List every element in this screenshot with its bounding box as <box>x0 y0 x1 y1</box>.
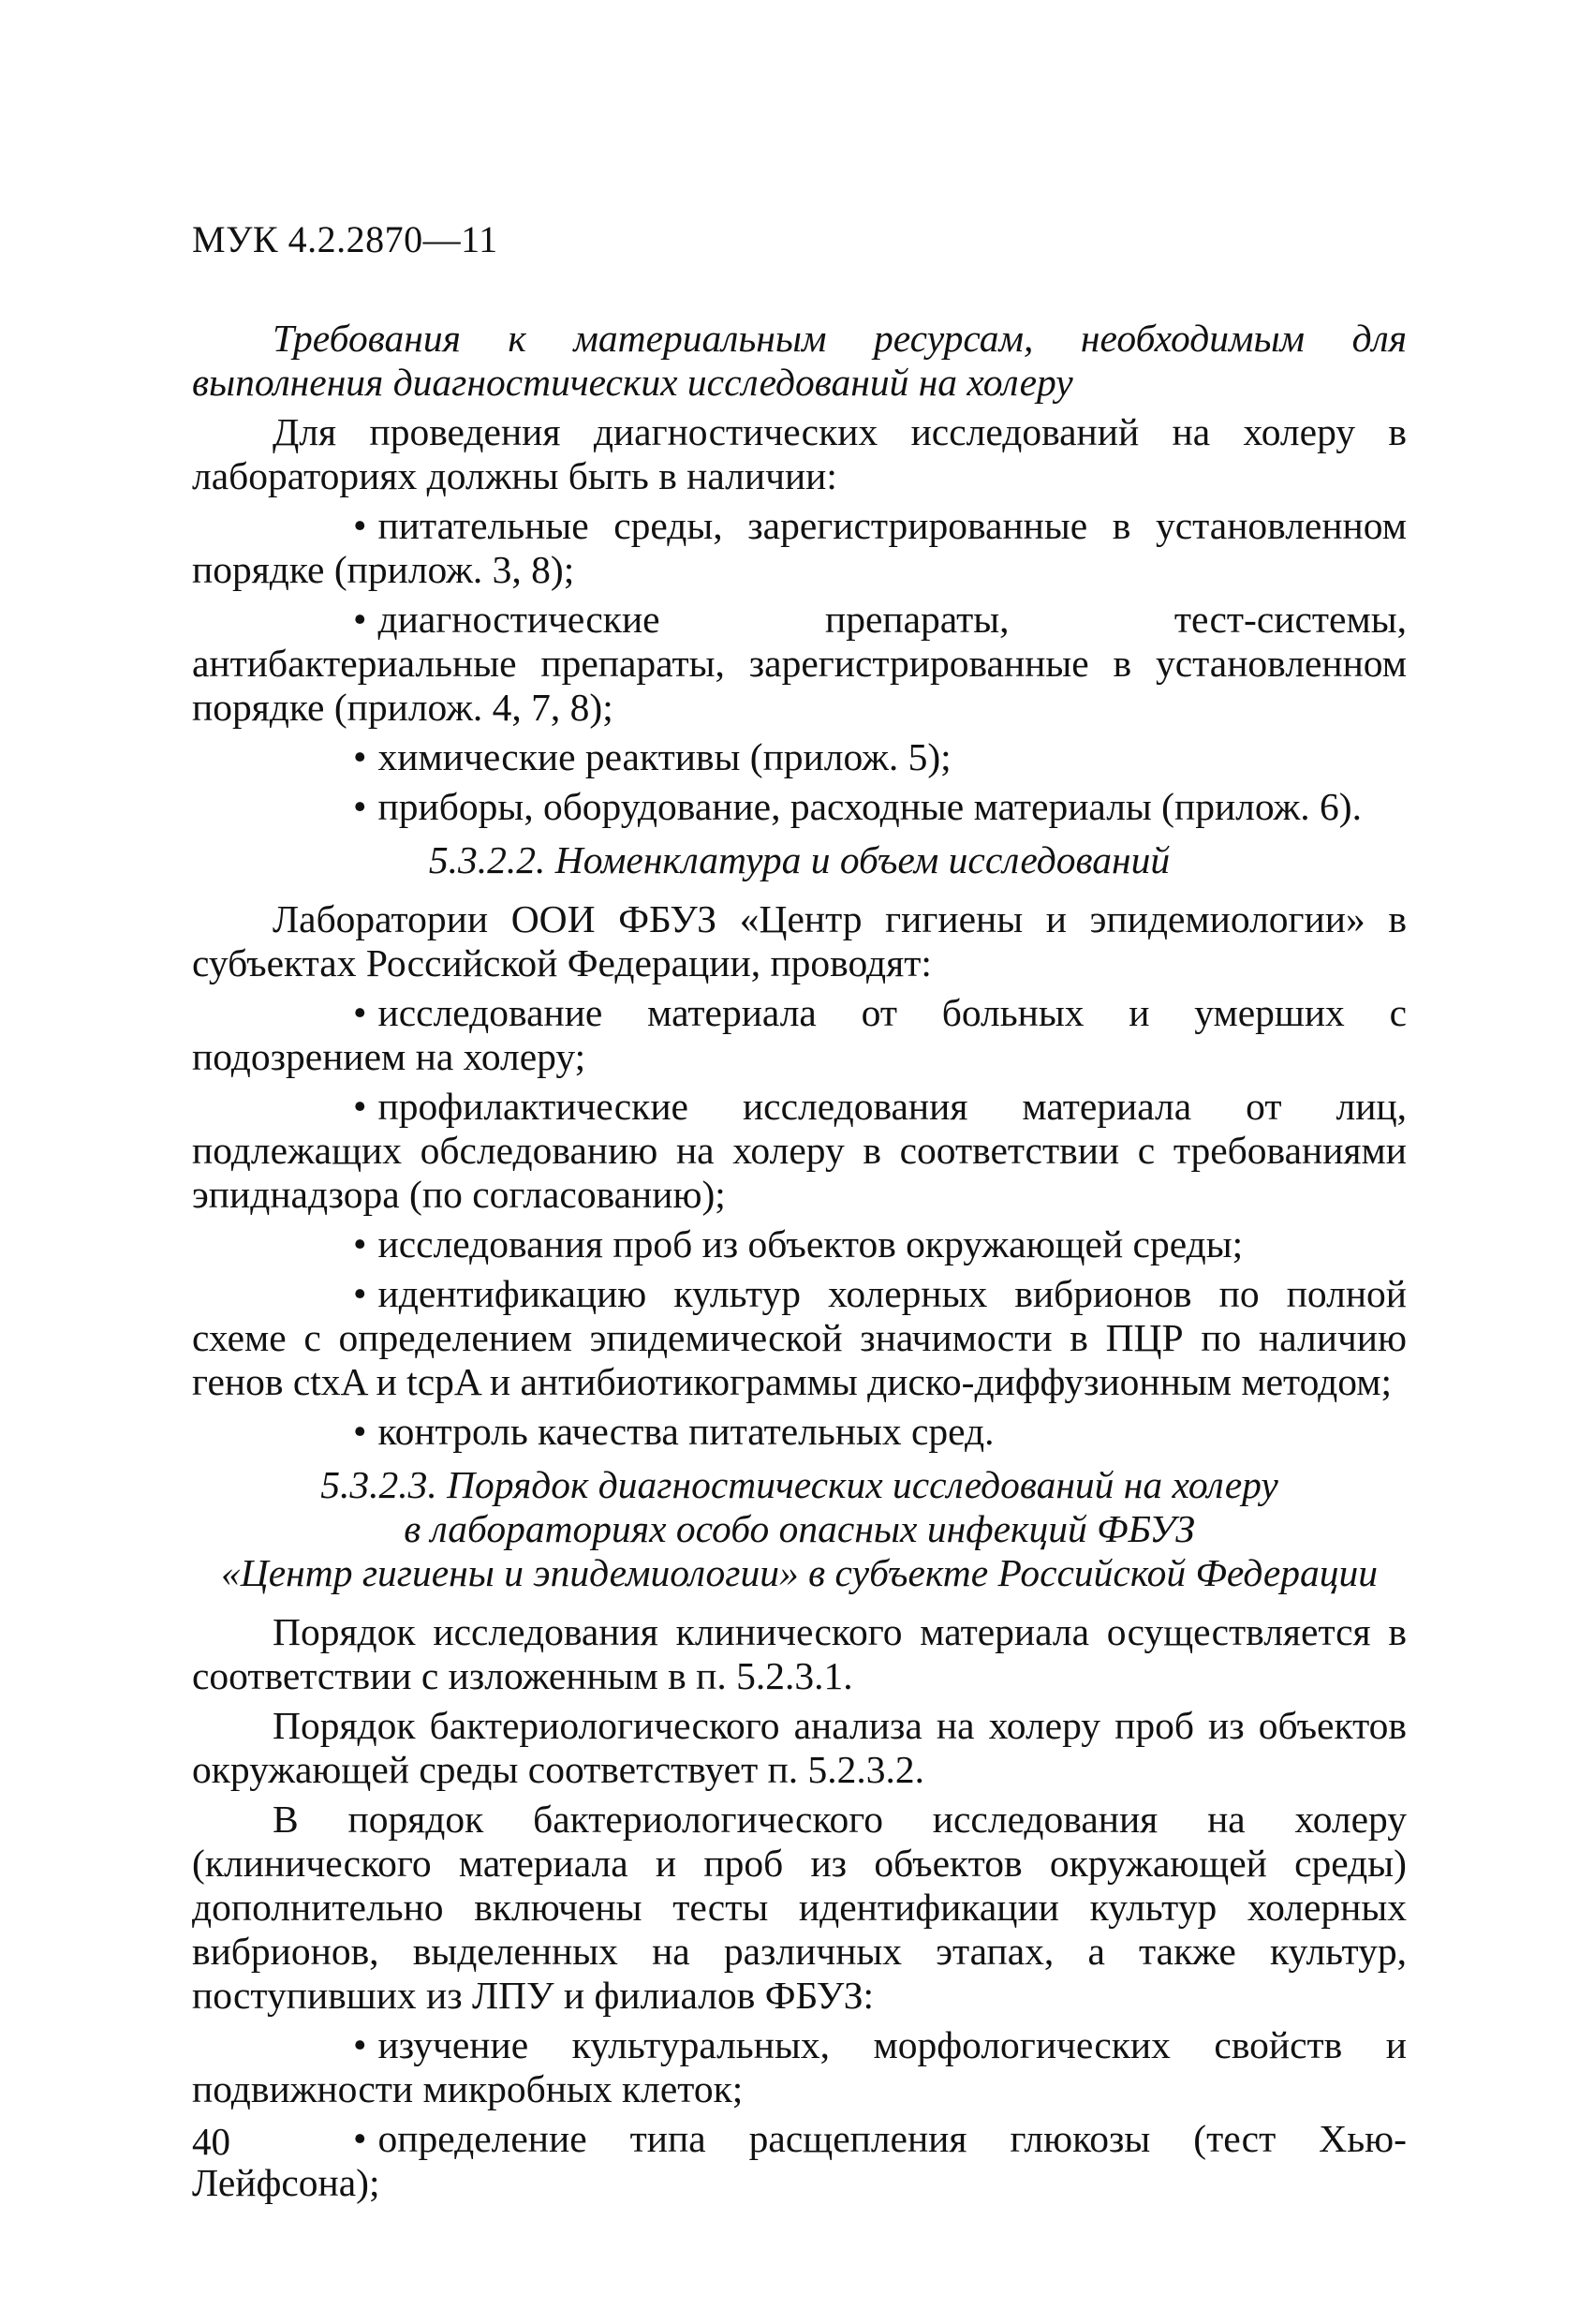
bullet-icon: • <box>353 598 367 641</box>
section-5323-paragraph: Порядок исследования клинического материала осуществляется в соответствии с изложенным в п. 5.2.3.1. <box>192 1610 1407 1697</box>
requirements-intro: Для проведения диагностических исследований на холеру в лабораториях должны быть в наличии: <box>192 410 1407 497</box>
section-heading-line: «Центр гигиены и эпидемиологии» в субъекте Российской Федерации <box>221 1551 1378 1594</box>
bullet-icon: • <box>353 735 367 778</box>
page-number: 40 <box>192 2120 230 2163</box>
section-heading-line: 5.3.2.3. Порядок диагностических исследований на холеру <box>320 1463 1278 1506</box>
section-5323-bullet <box>192 2023 1407 2111</box>
bullet-icon: • <box>353 1085 367 1128</box>
section-5322-bullet <box>192 1222 1407 1266</box>
requirements-bullet <box>192 785 1407 829</box>
bullet-text: идентификацию культур холерных вибрионов по полной схеме с определением эпидемической значимости в ПЦР по наличию генов ctxA и tcpA и антибиотикограммы диско-диффузионным методом; <box>192 1272 1407 1403</box>
section-heading-5322: 5.3.2.2. Номенклатура и объем исследований <box>428 838 1171 881</box>
bullet-text: профилактические исследования материала от лиц, подлежащих обследованию на холеру в соответствии с требованиями эпиднадзора (по согласованию); <box>192 1085 1407 1216</box>
bullet-text: изучение культуральных, морфологических свойств и подвижности микробных клеток; <box>192 2023 1407 2110</box>
bullet-text: диагностические препараты, тест-системы, антибактериальные препараты, зарегистрированные в установленном порядке (прилож. 4, 7, 8); <box>192 598 1407 729</box>
bullet-text: исследование материала от больных и умерших с подозрением на холеру; <box>192 991 1407 1078</box>
requirements-bullet <box>192 735 1407 779</box>
section-heading-line: в лабораториях особо опасных инфекций ФБУЗ <box>404 1507 1195 1550</box>
bullet-icon: • <box>353 2117 367 2160</box>
section-5322-bullet <box>192 1410 1407 1454</box>
running-header: МУК 4.2.2870—11 <box>192 218 498 260</box>
bullet-icon: • <box>353 1272 367 1315</box>
bullet-text: определение типа расщепления глюкозы (тест Хью-Лейфсона); <box>192 2117 1407 2204</box>
requirements-bullet <box>192 504 1407 592</box>
section-5323-paragraph: В порядок бактериологического исследования на холеру (клинического материала и проб из объектов окружающей среды) дополнительно включены тесты идентификации культур холерных вибрионов, выделенных на различных этапах, а также культур, поступивших из ЛПУ и филиалов ФБУЗ: <box>192 1798 1407 2017</box>
bullet-icon: • <box>353 1222 367 1266</box>
bullet-text: приборы, оборудование, расходные материалы (прилож. 6). <box>377 785 1362 828</box>
requirements-bullet <box>192 598 1407 730</box>
section-5322-intro: Лаборатории ООИ ФБУЗ «Центр гигиены и эпидемиологии» в субъектах Российской Федерации, проводят: <box>192 897 1407 984</box>
bullet-text: химические реактивы (прилож. 5); <box>377 735 952 778</box>
section-heading-5323 <box>192 1463 1407 1595</box>
section-5323-bullet <box>192 2117 1407 2205</box>
bullet-icon: • <box>353 504 367 547</box>
section-5323-paragraph: Порядок бактериологического анализа на холеру проб из объектов окружающей среды соответствует п. 5.2.3.2. <box>192 1704 1407 1791</box>
bullet-text: питательные среды, зарегистрированные в установленном порядке (прилож. 3, 8); <box>192 504 1407 591</box>
section-5322-bullet <box>192 991 1407 1079</box>
section-5322-bullet <box>192 1085 1407 1217</box>
bullet-icon: • <box>353 1410 367 1453</box>
bullet-icon: • <box>353 2023 367 2066</box>
bullet-icon: • <box>353 991 367 1034</box>
bullet-text: контроль качества питательных сред. <box>377 1410 995 1453</box>
bullet-icon: • <box>353 785 367 828</box>
section-5322-bullet <box>192 1272 1407 1404</box>
requirements-title: Требования к материальным ресурсам, необходимым для выполнения диагностических исследований на холеру <box>192 317 1407 404</box>
bullet-text: исследования проб из объектов окружающей среды; <box>377 1222 1244 1266</box>
page-body <box>192 317 1407 2211</box>
